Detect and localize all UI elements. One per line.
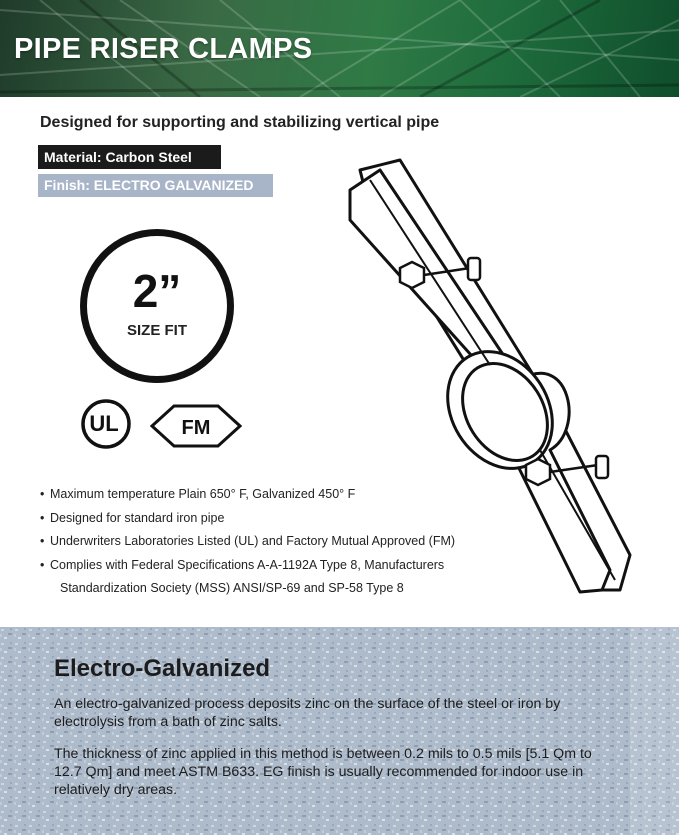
list-item-continuation: Standardization Society (MSS) ANSI/SP-69 and SP-58 Type 8 xyxy=(60,581,404,595)
finish-label: Finish: ELECTRO GALVANIZED xyxy=(38,174,273,197)
list-item: • Complies with Federal Specifications A-A-1192A Type 8, Manufacturers xyxy=(40,557,445,572)
header-banner xyxy=(0,0,679,97)
page-title: PIPE RISER CLAMPS xyxy=(14,33,313,65)
galvanized-paragraph-1: An electro-galvanized process deposits zinc on the surface of the steel or iron by electrolysis from a bath of zinc salts. xyxy=(54,696,561,730)
fm-logo-text: FM xyxy=(181,417,211,439)
bullet-text: Underwriters Laboratories Listed (UL) and Factory Mutual Approved (FM) xyxy=(50,534,456,548)
bullet-text: Complies with Federal Specifications A-A-1192A Type 8, Manufacturers xyxy=(50,557,445,572)
size-label: SIZE FIT xyxy=(127,322,187,339)
size-value: 2” xyxy=(132,265,182,317)
ul-logo xyxy=(78,398,134,450)
fm-logo xyxy=(150,404,242,448)
bullet-text: Designed for standard iron pipe xyxy=(50,510,225,525)
ul-logo-text: UL xyxy=(89,411,119,436)
bullet-text: Maximum temperature Plain 650° F, Galvanized 450° F xyxy=(50,487,356,501)
size-fit-badge xyxy=(80,229,234,383)
galvanized-title: Electro-Galvanized xyxy=(54,655,271,682)
list-item: • Underwriters Laboratories Listed (UL) and Factory Mutual Approved (FM) xyxy=(40,534,456,548)
material-label: Material: Carbon Steel xyxy=(38,145,221,169)
list-item: • Maximum temperature Plain 650° F, Galvanized 450° F xyxy=(40,487,356,501)
list-item: • Designed for standard iron pipe xyxy=(40,510,225,525)
subtitle: Designed for supporting and stabilizing vertical pipe xyxy=(40,114,440,131)
features-list xyxy=(40,486,560,604)
galvanized-paragraph-2: The thickness of zinc applied in this method is between 0.2 mils to 0.5 mils [5.1 Qm to 12.7 Qm] and meet ASTM B633. EG finish is usually recommended for indoor use in relatively dry areas. xyxy=(54,746,592,798)
